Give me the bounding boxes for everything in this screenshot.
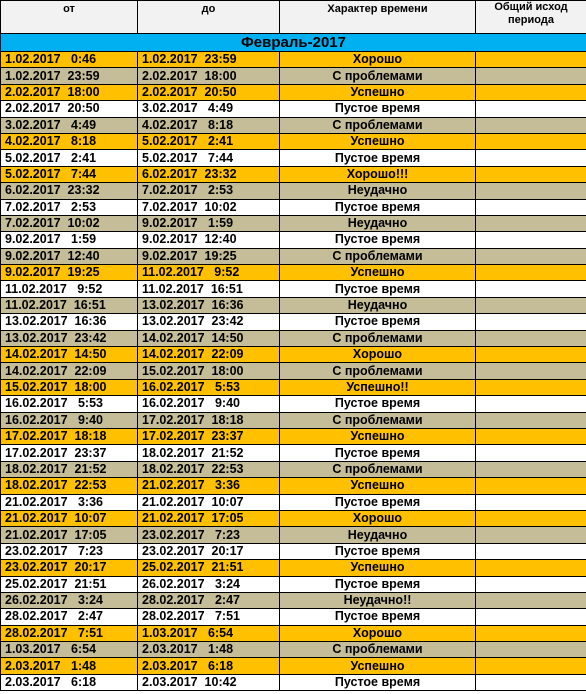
cell-to[interactable]: 7.02.2017 2:53 [138, 183, 280, 199]
cell-from[interactable]: 23.02.2017 7:23 [1, 543, 138, 559]
table-row [1, 412, 586, 428]
cell-outcome[interactable] [476, 494, 586, 510]
table-row [1, 510, 586, 526]
cell-from[interactable]: 23.02.2017 20:17 [1, 560, 138, 576]
cell-to[interactable]: 6.02.2017 23:32 [138, 166, 280, 182]
cell-outcome[interactable] [476, 543, 586, 559]
cell-outcome[interactable] [476, 560, 586, 576]
cell-outcome[interactable] [476, 609, 586, 625]
cell-to[interactable]: 2.03.2017 10:42 [138, 674, 280, 690]
cell-status[interactable]: Успешно [280, 265, 476, 281]
cell-from[interactable]: 28.02.2017 7:51 [1, 625, 138, 641]
cell-status[interactable]: Успешно!! [280, 379, 476, 395]
cell-to[interactable]: 5.02.2017 7:44 [138, 150, 280, 166]
cell-from[interactable]: 13.02.2017 23:42 [1, 330, 138, 346]
table-row [1, 199, 586, 215]
table-row [1, 133, 586, 149]
cell-outcome[interactable] [476, 396, 586, 412]
cell-outcome[interactable] [476, 84, 586, 100]
table-row [1, 576, 586, 592]
cell-to[interactable]: 5.02.2017 2:41 [138, 133, 280, 149]
cell-to[interactable]: 28.02.2017 2:47 [138, 592, 280, 608]
cell-to[interactable]: 28.02.2017 7:51 [138, 609, 280, 625]
cell-from[interactable]: 7.02.2017 2:53 [1, 199, 138, 215]
cell-from[interactable]: 2.03.2017 6:18 [1, 674, 138, 690]
table-row [1, 68, 586, 84]
table-row [1, 494, 586, 510]
cell-to[interactable]: 2.03.2017 1:48 [138, 642, 280, 658]
cell-from[interactable]: 18.02.2017 21:52 [1, 461, 138, 477]
cell-from[interactable]: 6.02.2017 23:32 [1, 183, 138, 199]
table-row [1, 560, 586, 576]
cell-to[interactable]: 1.02.2017 23:59 [138, 52, 280, 68]
cell-status[interactable]: С проблемами [280, 330, 476, 346]
cell-outcome[interactable] [476, 428, 586, 444]
cell-from[interactable]: 11.02.2017 9:52 [1, 281, 138, 297]
table-row [1, 363, 586, 379]
cell-status[interactable]: Успешно [280, 658, 476, 674]
cell-outcome[interactable] [476, 363, 586, 379]
cell-outcome[interactable] [476, 265, 586, 281]
cell-status[interactable]: Пустое время [280, 314, 476, 330]
cell-status[interactable]: Пустое время [280, 494, 476, 510]
table-row [1, 461, 586, 477]
table-row [1, 445, 586, 461]
cell-from[interactable]: 21.02.2017 17:05 [1, 527, 138, 543]
cell-outcome[interactable] [476, 215, 586, 231]
cell-to[interactable]: 1.03.2017 6:54 [138, 625, 280, 641]
cell-status[interactable]: Хорошо [280, 510, 476, 526]
cell-status[interactable]: Неудачно [280, 215, 476, 231]
cell-from[interactable]: 14.02.2017 14:50 [1, 347, 138, 363]
table-row [1, 625, 586, 641]
cell-to[interactable]: 14.02.2017 22:09 [138, 347, 280, 363]
cell-from[interactable]: 2.02.2017 20:50 [1, 101, 138, 117]
cell-to[interactable]: 25.02.2017 21:51 [138, 560, 280, 576]
table-row [1, 658, 586, 674]
cell-from[interactable]: 28.02.2017 2:47 [1, 609, 138, 625]
cell-to[interactable]: 18.02.2017 22:53 [138, 461, 280, 477]
cell-from[interactable]: 7.02.2017 10:02 [1, 215, 138, 231]
cell-outcome[interactable] [476, 297, 586, 313]
cell-to[interactable]: 2.02.2017 18:00 [138, 68, 280, 84]
cell-outcome[interactable] [476, 625, 586, 641]
cell-from[interactable]: 3.02.2017 4:49 [1, 117, 138, 133]
cell-to[interactable]: 17.02.2017 23:37 [138, 428, 280, 444]
cell-from[interactable]: 1.03.2017 6:54 [1, 642, 138, 658]
cell-status[interactable]: Пустое время [280, 396, 476, 412]
cell-status[interactable]: Пустое время [280, 101, 476, 117]
cell-outcome[interactable] [476, 133, 586, 149]
cell-status[interactable]: С проблемами [280, 461, 476, 477]
header-to[interactable]: до [138, 1, 280, 34]
cell-outcome[interactable] [476, 183, 586, 199]
cell-to[interactable]: 4.02.2017 8:18 [138, 117, 280, 133]
cell-from[interactable]: 13.02.2017 16:36 [1, 314, 138, 330]
cell-status[interactable]: Неудачно!! [280, 592, 476, 608]
cell-status[interactable]: Успешно [280, 478, 476, 494]
cell-status[interactable]: Неудачно [280, 297, 476, 313]
table-row [1, 150, 586, 166]
cell-outcome[interactable] [476, 674, 586, 690]
table-row [1, 396, 586, 412]
header-outcome[interactable]: Общий исход периода [476, 1, 586, 34]
cell-outcome[interactable] [476, 412, 586, 428]
table-row [1, 281, 586, 297]
table-row [1, 478, 586, 494]
cell-to[interactable]: 14.02.2017 14:50 [138, 330, 280, 346]
cell-status[interactable]: Успешно [280, 84, 476, 100]
cell-outcome[interactable] [476, 461, 586, 477]
cell-to[interactable]: 16.02.2017 9:40 [138, 396, 280, 412]
cell-from[interactable]: 15.02.2017 18:00 [1, 379, 138, 395]
cell-to[interactable]: 11.02.2017 16:51 [138, 281, 280, 297]
cell-from[interactable]: 9.02.2017 12:40 [1, 248, 138, 264]
cell-from[interactable]: 26.02.2017 3:24 [1, 592, 138, 608]
cell-from[interactable]: 2.02.2017 18:00 [1, 84, 138, 100]
table-row [1, 428, 586, 444]
cell-outcome[interactable] [476, 150, 586, 166]
cell-outcome[interactable] [476, 445, 586, 461]
cell-status[interactable]: Пустое время [280, 232, 476, 248]
cell-to[interactable]: 21.02.2017 10:07 [138, 494, 280, 510]
cell-status[interactable]: Хорошо [280, 625, 476, 641]
cell-outcome[interactable] [476, 166, 586, 182]
table-row [1, 248, 586, 264]
cell-to[interactable]: 21.02.2017 3:36 [138, 478, 280, 494]
cell-outcome[interactable] [476, 510, 586, 526]
cell-to[interactable]: 3.02.2017 4:49 [138, 101, 280, 117]
cell-from[interactable]: 21.02.2017 10:07 [1, 510, 138, 526]
cell-status[interactable]: Хорошо [280, 347, 476, 363]
cell-from[interactable]: 14.02.2017 22:09 [1, 363, 138, 379]
cell-to[interactable]: 18.02.2017 21:52 [138, 445, 280, 461]
cell-outcome[interactable] [476, 314, 586, 330]
cell-from[interactable]: 17.02.2017 18:18 [1, 428, 138, 444]
cell-outcome[interactable] [476, 576, 586, 592]
cell-to[interactable]: 7.02.2017 10:02 [138, 199, 280, 215]
cell-outcome[interactable] [476, 379, 586, 395]
cell-to[interactable]: 13.02.2017 16:36 [138, 297, 280, 313]
cell-status[interactable]: Неудачно [280, 527, 476, 543]
cell-from[interactable]: 16.02.2017 5:53 [1, 396, 138, 412]
cell-outcome[interactable] [476, 658, 586, 674]
cell-from[interactable]: 18.02.2017 22:53 [1, 478, 138, 494]
cell-to[interactable]: 9.02.2017 1:59 [138, 215, 280, 231]
cell-status[interactable]: Пустое время [280, 150, 476, 166]
cell-to[interactable]: 23.02.2017 20:17 [138, 543, 280, 559]
cell-status[interactable]: Хорошо [280, 52, 476, 68]
table-row [1, 330, 586, 346]
cell-outcome[interactable] [476, 281, 586, 297]
header-row [1, 1, 586, 34]
cell-outcome[interactable] [476, 330, 586, 346]
cell-from[interactable]: 21.02.2017 3:36 [1, 494, 138, 510]
cell-status[interactable]: Пустое время [280, 609, 476, 625]
cell-from[interactable]: 5.02.2017 7:44 [1, 166, 138, 182]
cell-outcome[interactable] [476, 199, 586, 215]
header-type[interactable]: Характер времени [280, 1, 476, 34]
cell-status[interactable]: Успешно [280, 560, 476, 576]
cell-to[interactable]: 16.02.2017 5:53 [138, 379, 280, 395]
cell-to[interactable]: 9.02.2017 19:25 [138, 248, 280, 264]
cell-outcome[interactable] [476, 117, 586, 133]
cell-outcome[interactable] [476, 527, 586, 543]
table-row [1, 609, 586, 625]
cell-from[interactable]: 9.02.2017 19:25 [1, 265, 138, 281]
cell-status[interactable]: С проблемами [280, 68, 476, 84]
table-row [1, 543, 586, 559]
cell-to[interactable]: 26.02.2017 3:24 [138, 576, 280, 592]
month-title[interactable]: Февраль-2017 [1, 34, 586, 52]
cell-to[interactable]: 23.02.2017 7:23 [138, 527, 280, 543]
cell-to[interactable]: 2.02.2017 20:50 [138, 84, 280, 100]
cell-to[interactable]: 21.02.2017 17:05 [138, 510, 280, 526]
cell-status[interactable]: Пустое время [280, 199, 476, 215]
table-row [1, 52, 586, 68]
cell-status[interactable]: Хорошо!!! [280, 166, 476, 182]
cell-to[interactable]: 13.02.2017 23:42 [138, 314, 280, 330]
cell-status[interactable]: С проблемами [280, 117, 476, 133]
cell-status[interactable]: Пустое время [280, 281, 476, 297]
cell-outcome[interactable] [476, 592, 586, 608]
cell-to[interactable]: 17.02.2017 18:18 [138, 412, 280, 428]
table-row [1, 592, 586, 608]
cell-from[interactable]: 5.02.2017 2:41 [1, 150, 138, 166]
table-row [1, 527, 586, 543]
cell-from[interactable]: 17.02.2017 23:37 [1, 445, 138, 461]
cell-from[interactable]: 1.02.2017 0:46 [1, 52, 138, 68]
cell-status[interactable]: С проблемами [280, 363, 476, 379]
cell-from[interactable]: 4.02.2017 8:18 [1, 133, 138, 149]
cell-outcome[interactable] [476, 642, 586, 658]
cell-from[interactable]: 11.02.2017 16:51 [1, 297, 138, 313]
table-row [1, 101, 586, 117]
cell-to[interactable]: 2.03.2017 6:18 [138, 658, 280, 674]
header-from[interactable]: от [1, 1, 138, 34]
cell-outcome[interactable] [476, 232, 586, 248]
cell-status[interactable]: Пустое время [280, 674, 476, 690]
cell-status[interactable]: Пустое время [280, 543, 476, 559]
cell-status[interactable]: С проблемами [280, 248, 476, 264]
cell-to[interactable]: 11.02.2017 9:52 [138, 265, 280, 281]
table-row [1, 183, 586, 199]
table-row [1, 379, 586, 395]
cell-outcome[interactable] [476, 52, 586, 68]
month-row [1, 34, 586, 52]
cell-status[interactable]: С проблемами [280, 642, 476, 658]
cell-to[interactable]: 9.02.2017 12:40 [138, 232, 280, 248]
cell-status[interactable]: Успешно [280, 133, 476, 149]
cell-from[interactable]: 1.02.2017 23:59 [1, 68, 138, 84]
cell-outcome[interactable] [476, 347, 586, 363]
table-row [1, 232, 586, 248]
cell-status[interactable]: Неудачно [280, 183, 476, 199]
table-row [1, 314, 586, 330]
table-row [1, 642, 586, 658]
table-row [1, 297, 586, 313]
table-row [1, 84, 586, 100]
cell-status[interactable]: Успешно [280, 428, 476, 444]
cell-status[interactable]: Пустое время [280, 445, 476, 461]
cell-from[interactable]: 2.03.2017 1:48 [1, 658, 138, 674]
table-row [1, 166, 586, 182]
cell-outcome[interactable] [476, 68, 586, 84]
table-row [1, 674, 586, 690]
cell-from[interactable]: 25.02.2017 21:51 [1, 576, 138, 592]
cell-to[interactable]: 15.02.2017 18:00 [138, 363, 280, 379]
cell-status[interactable]: С проблемами [280, 412, 476, 428]
cell-outcome[interactable] [476, 248, 586, 264]
cell-outcome[interactable] [476, 101, 586, 117]
cell-from[interactable]: 9.02.2017 1:59 [1, 232, 138, 248]
table-row [1, 347, 586, 363]
cell-from[interactable]: 16.02.2017 9:40 [1, 412, 138, 428]
table-row [1, 265, 586, 281]
table-row [1, 215, 586, 231]
cell-outcome[interactable] [476, 478, 586, 494]
cell-status[interactable]: Пустое время [280, 576, 476, 592]
table-row [1, 117, 586, 133]
